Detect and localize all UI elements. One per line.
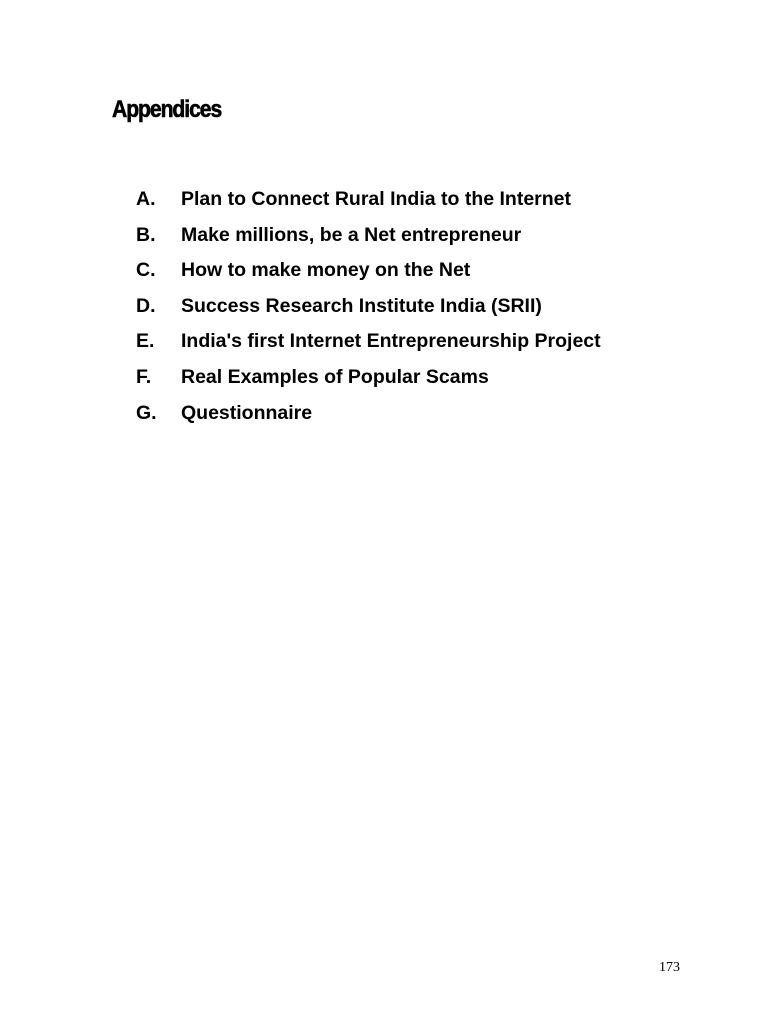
- page-title: Appendices: [112, 96, 222, 123]
- appendix-title: How to make money on the Net: [181, 259, 471, 282]
- appendix-item-d: [136, 291, 601, 327]
- appendix-title: India's first Internet Entrepreneurship Project: [181, 330, 601, 353]
- appendix-letter: E.: [136, 330, 155, 353]
- appendix-letter: G.: [136, 401, 157, 424]
- appendix-item-f: [136, 362, 601, 398]
- appendix-letter: C.: [136, 259, 156, 282]
- appendix-item-c: [136, 255, 601, 291]
- appendix-letter: B.: [136, 223, 156, 246]
- appendix-item-g: [136, 398, 601, 434]
- appendix-item-b: [136, 220, 601, 256]
- appendix-title: Questionnaire: [181, 401, 313, 424]
- appendix-list: [136, 184, 601, 433]
- page-number: 173: [659, 960, 680, 975]
- appendix-title: Success Research Institute India (SRII): [181, 294, 542, 317]
- appendix-letter: D.: [136, 294, 156, 317]
- appendix-item-a: [136, 184, 601, 220]
- appendix-title: Plan to Connect Rural India to the Internet: [181, 188, 572, 210]
- appendix-title: Make millions, be a Net entrepreneur: [181, 223, 522, 246]
- appendix-item-e: [136, 326, 601, 362]
- appendix-letter: A.: [136, 188, 156, 210]
- appendix-title: Real Examples of Popular Scams: [181, 365, 489, 388]
- appendix-letter: F.: [136, 365, 152, 388]
